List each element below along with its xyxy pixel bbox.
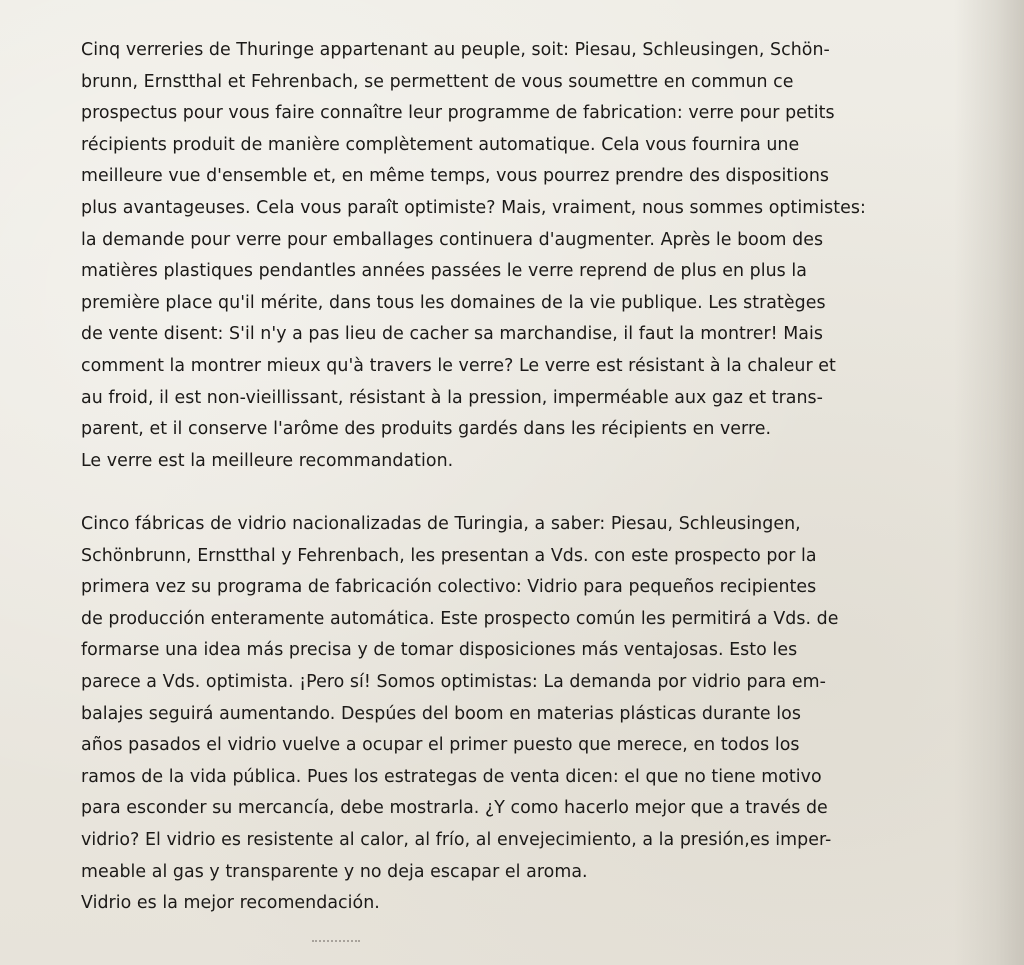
print-smudge [312,940,360,944]
french-line: brunn, Ernstthal et Fehrenbach, se permettent de vous soumettre en commun ce [81,71,794,92]
french-line: parent, et il conserve l'arôme des produits gardés dans les récipients en verre. [81,419,772,440]
french-line: récipients produit de manière complètement automatique. Cela vous fournira une [81,134,800,155]
french-line: comment la montrer mieux qu'à travers le verre? Le verre est résistant à la chaleur et [81,355,836,376]
french-line: plus avantageuses. Cela vous paraît optimiste? Mais, vraiment, nous sommes optimistes: [81,197,866,218]
french-line: Le verre est la meilleure recommandation. [81,450,454,471]
french-line: au froid, il est non-vieillissant, résistant à la pression, imperméable aux gaz et trans- [81,387,823,408]
french-line: meilleure vue d'ensemble et, en même temps, vous pourrez prendre des dispositions [81,166,829,187]
spanish-line: balajes seguirá aumentando. Despúes del boom en materias plásticas durante los [81,703,801,724]
spanish-line: Cinco fábricas de vidrio nacionalizadas de Turingia, a saber: Piesau, Schleusingen, [81,514,801,534]
spanish-line: parece a Vds. optimista. ¡Pero sí! Somos optimistas: La demanda por vidrio para em- [81,671,826,692]
french-line: matières plastiques pendantles années passées le verre reprend de plus en plus la [81,261,807,282]
spanish-line: años pasados el vidrio vuelve a ocupar el primer puesto que merece, en todos los [81,735,800,756]
spanish-line: Vidrio es la mejor recomendación. [81,893,380,914]
spanish-paragraph [81,509,961,920]
spanish-line: vidrio? El vidrio es resistente al calor, al frío, al envejecimiento, a la presión,es imper- [81,829,832,850]
spanish-line: ramos de la vida pública. Pues los estrategas de venta dicen: el que no tiene motivo [81,766,822,787]
french-line: de vente disent: S'il n'y a pas lieu de cacher sa marchandise, il faut la montrer! Mais [81,324,823,345]
french-line: prospectus pour vous faire connaître leur programme de fabrication: verre pour petits [81,103,835,124]
french-paragraph [81,35,961,477]
spanish-line: de producción enteramente automática. Este prospecto común les permitirá a Vds. de [81,608,839,629]
spanish-line: meable al gas y transparente y no deja escapar el aroma. [81,861,588,882]
spanish-line: formarse una idea más precisa y de tomar disposiciones más ventajosas. Esto les [81,640,798,661]
french-line: première place qu'il mérite, dans tous les domaines de la vie publique. Les stratèges [81,292,826,313]
french-line: la demande pour verre pour emballages continuera d'augmenter. Après le boom des [81,229,824,250]
page-edge-shadow [954,0,1024,965]
french-line: Cinq verreries de Thuringe appartenant au peuple, soit: Piesau, Schleusingen, Schön- [81,40,830,60]
spanish-line: para esconder su mercancía, debe mostrarla. ¿Y como hacerlo mejor que a través de [81,798,828,819]
spanish-line: Schönbrunn, Ernstthal y Fehrenbach, les presentan a Vds. con este prospecto por la [81,545,817,566]
spanish-line: primera vez su programa de fabricación colectivo: Vidrio para pequeños recipientes [81,577,817,598]
